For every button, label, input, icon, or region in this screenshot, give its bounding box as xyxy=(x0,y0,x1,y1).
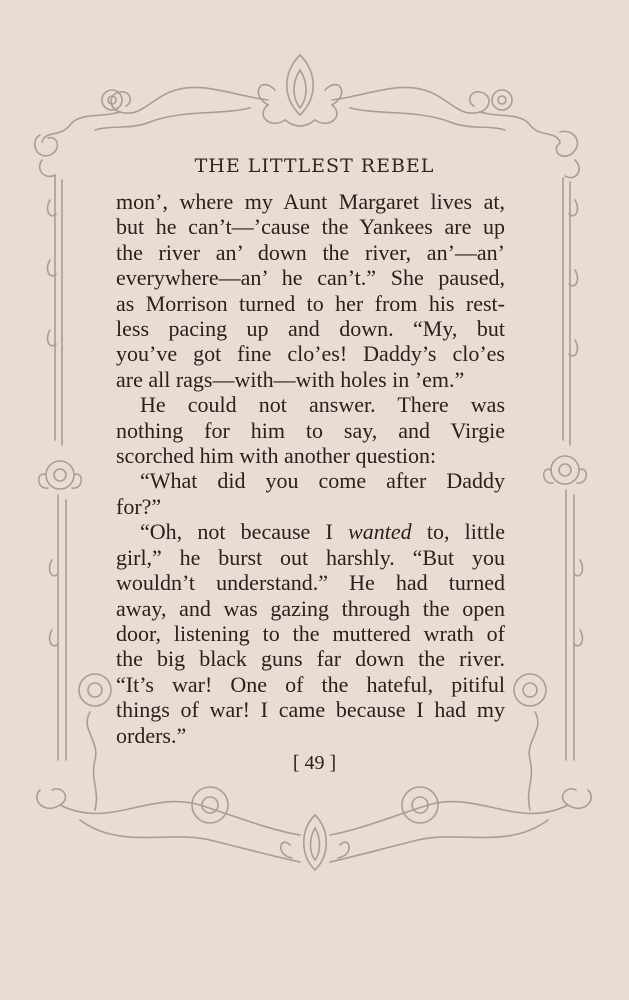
text-line: for?” xyxy=(116,493,162,519)
text-line: scorched him with another question: xyxy=(116,443,437,469)
text-line: but he can’t—’cause the Yankees are up xyxy=(116,214,505,240)
text-line: “What did you come after Daddy xyxy=(140,468,505,494)
text-line: nothing for him to say, and Virgie xyxy=(116,417,505,443)
running-head: THE LITTLEST REBEL xyxy=(194,155,435,177)
text-line: mon’, where my Aunt Margaret lives at, xyxy=(116,189,505,214)
body-text xyxy=(116,189,505,748)
text-span: to, little xyxy=(426,519,505,545)
text-line: girl,” he burst out harshly. “But you xyxy=(116,544,505,570)
text-line: you’ve got fine clo’es! Daddy’s clo’es xyxy=(116,341,505,367)
text-line: door, listening to the muttered wrath of xyxy=(116,620,505,646)
text-line: “It’s war! One of the hateful, pitiful xyxy=(116,671,505,697)
emphasized-word: wanted xyxy=(348,519,412,545)
text-line-with-emphasis xyxy=(116,519,505,544)
text-line: away, and was gazing through the open xyxy=(116,595,505,621)
text-line: are all rags—with—with holes in ’em.” xyxy=(116,366,465,392)
text-line: as Morrison turned to her from his rest- xyxy=(116,290,505,316)
text-line: wouldn’t understand.” He had turned xyxy=(116,570,505,596)
page-number: [ 49 ] xyxy=(292,752,337,774)
text-line: orders.” xyxy=(116,722,187,748)
text-line: everywhere—an’ he can’t.” She paused, xyxy=(116,265,505,291)
text-line: the big black guns far down the river. xyxy=(116,646,505,672)
text-line: the river an’ down the river, an’—an’ xyxy=(116,239,505,265)
text-line: He could not answer. There was xyxy=(140,392,505,418)
text-line: less pacing up and down. “My, but xyxy=(116,316,505,342)
text-line: things of war! I came because I had my xyxy=(116,697,505,723)
text-span: “Oh, not because I xyxy=(140,519,333,545)
